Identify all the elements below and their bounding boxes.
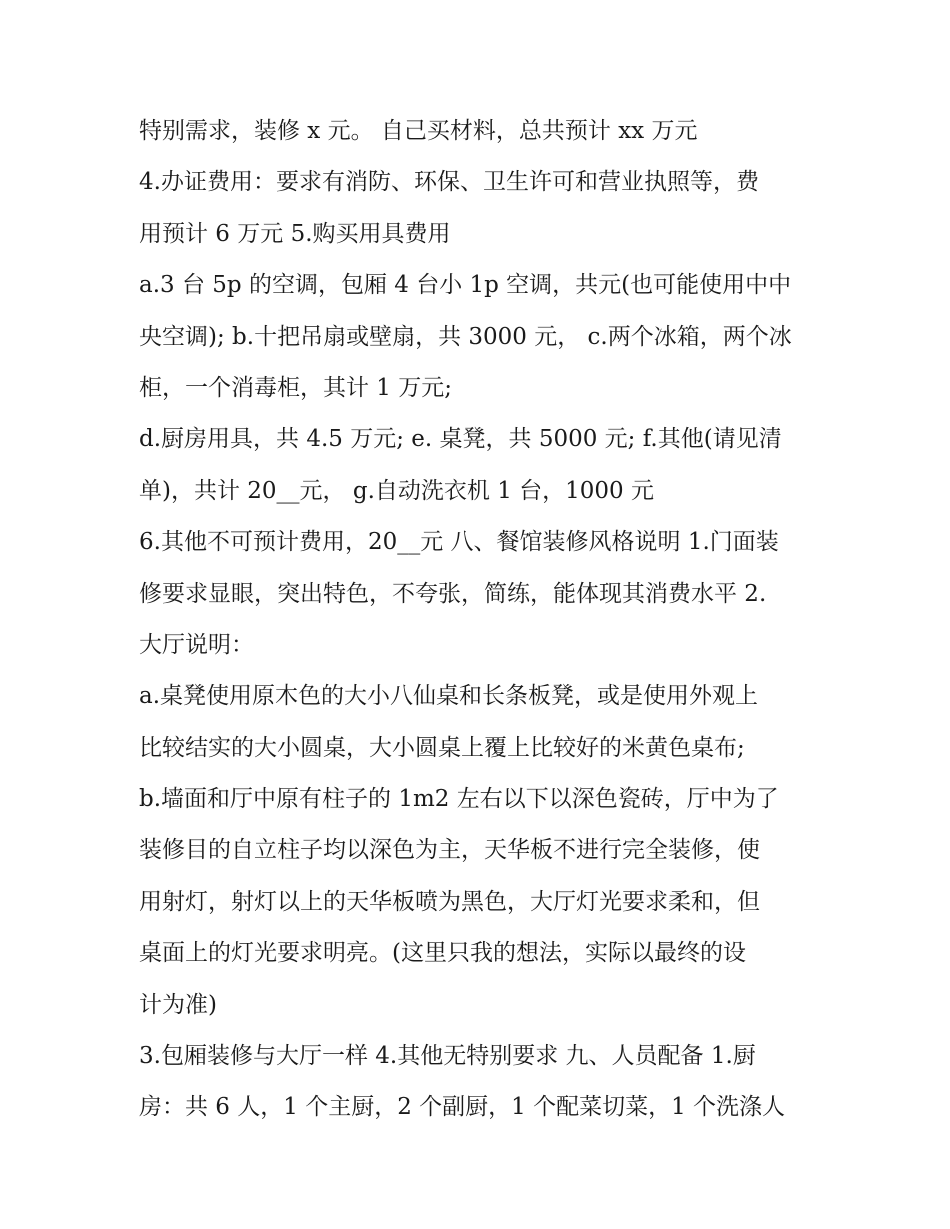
text-line: 用预计 6 万元 5.购买用具费用: [139, 220, 451, 247]
text-line: 3.包厢装修与大厅一样 4.其他无特别要求 九、人员配备 1.厨: [139, 1043, 756, 1070]
text-line: 4.办证费用：要求有消防、环保、卫生许可和营业执照等，费: [139, 169, 759, 196]
text-line: 房：共 6 人，1 个主厨，2 个副厨，1 个配菜切菜，1 个洗涤人: [139, 1094, 786, 1121]
text-line: 大厅说明：: [139, 631, 254, 658]
text-line: b.墙面和厅中原有柱子的 1m2 左右以下以深色瓷砖，厅中为了: [139, 786, 779, 813]
text-line: a.桌凳使用原木色的大小八仙桌和长条板凳，或是使用外观上: [139, 683, 759, 710]
text-line: 央空调); b.十把吊扇或壁扇，共 3000 元， c.两个冰箱，两个冰: [139, 323, 792, 350]
text-line: 用射灯，射灯以上的天华板喷为黑色，大厅灯光要求柔和，但: [139, 888, 760, 915]
text-line: d.厨房用具，共 4.5 万元; e. 桌凳，共 5000 元; f.其他(请见清: [139, 426, 782, 453]
text-line: 单)，共计 20__元， g.自动洗衣机 1 台，1000 元: [139, 477, 654, 504]
text-line: 特别需求，装修 x 元。 自己买材料，总共预计 xx 万元: [139, 118, 698, 144]
text-line: 桌面上的灯光要求明亮。(这里只我的想法，实际以最终的设: [139, 940, 746, 967]
text-line: 比较结实的大小圆桌，大小圆桌上覆上比较好的米黄色桌布;: [139, 734, 745, 761]
text-line: 6.其他不可预计费用，20__元 八、餐馆装修风格说明 1.门面装: [139, 529, 779, 556]
text-line: 柜，一个消毒柜，其计 1 万元;: [139, 374, 453, 401]
text-line: a.3 台 5p 的空调，包厢 4 台小 1p 空调，共元(也可能使用中中: [139, 272, 792, 299]
text-line: 修要求显眼，突出特色，不夸张，简练，能体现其消费水平 2.: [139, 580, 767, 607]
text-line: 装修目的自立柱子均以深色为主，天华板不进行完全装修，使: [139, 837, 760, 864]
text-line: 计为准): [139, 991, 217, 1018]
body-text: [139, 106, 819, 1134]
